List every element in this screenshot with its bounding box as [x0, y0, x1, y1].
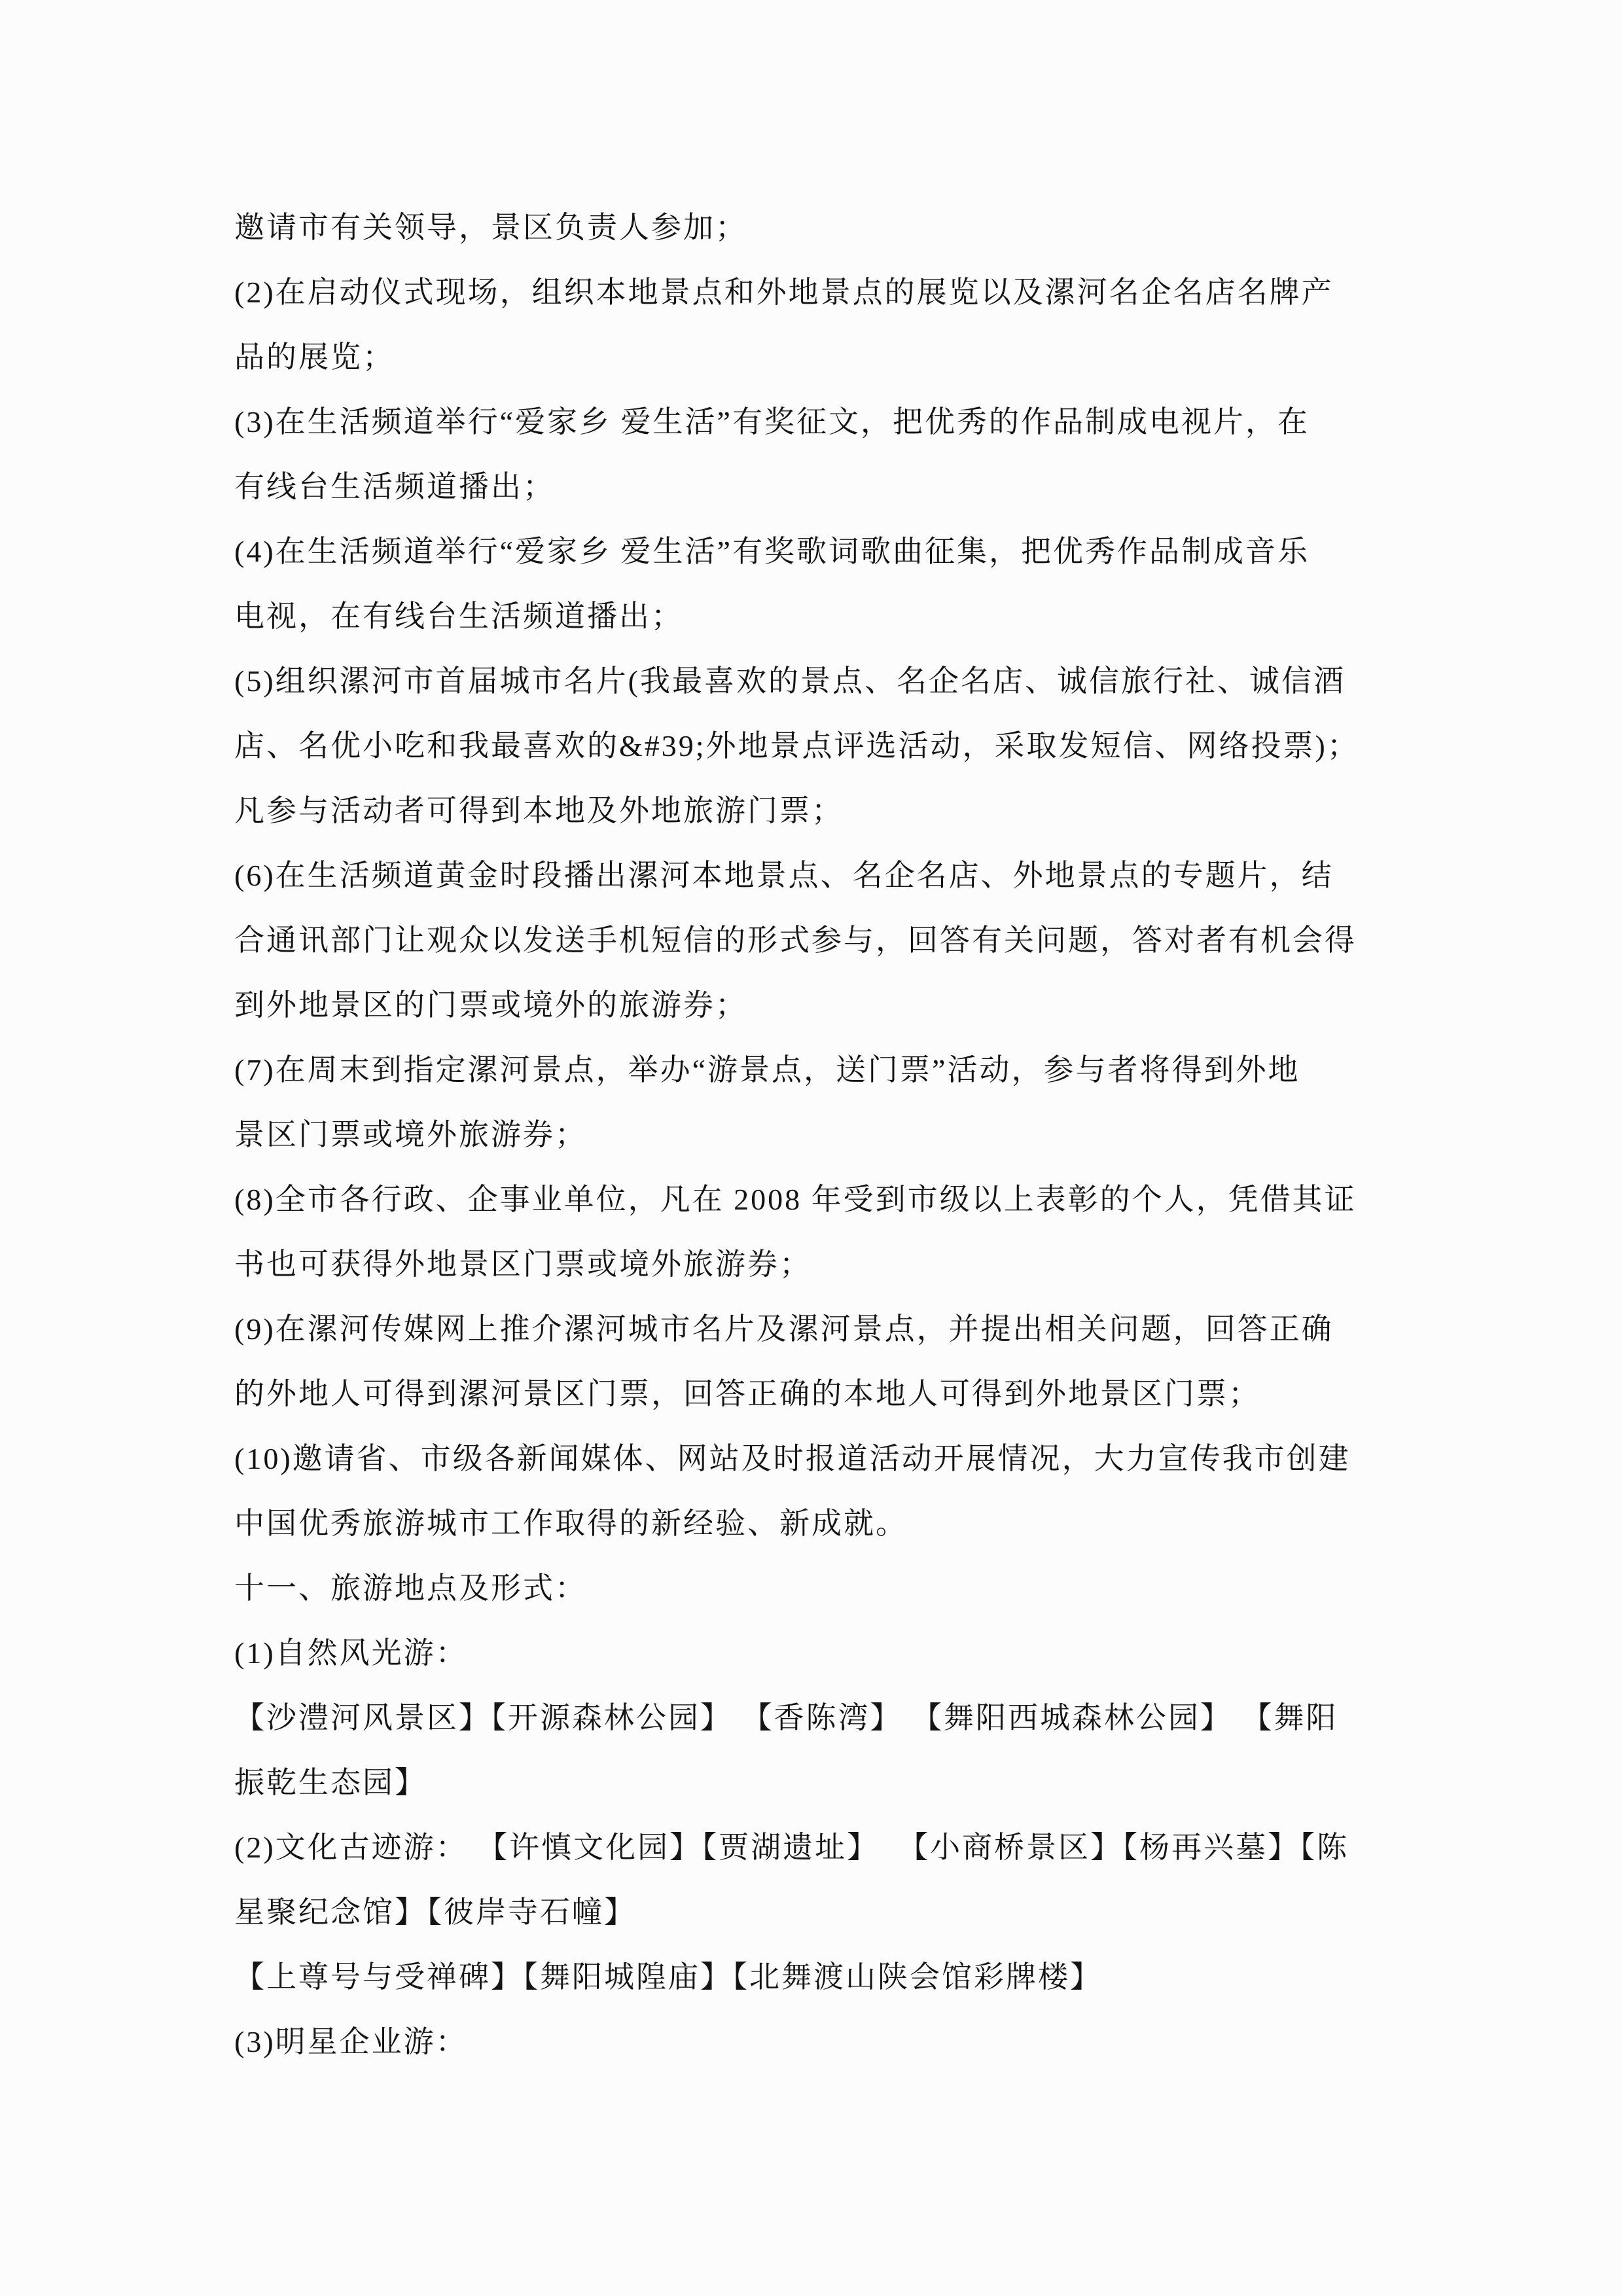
text-line: 店、名优小吃和我最喜欢的&#39;外地景点评选活动，采取发短信、网络投票)；	[234, 729, 1359, 762]
text-line: 景区门票或境外旅游券；	[234, 1118, 587, 1151]
text-line: (2)文化古迹游： 【许慎文化园】【贾湖遗址】 【小商桥景区】【杨再兴墓】【陈	[234, 1831, 1349, 1864]
text-line: 合通讯部门让观众以发送手机短信的形式参与，回答有关问题，答对者有机会得	[234, 924, 1357, 957]
text-line: (3)明星企业游：	[234, 2025, 468, 2058]
text-line: 【沙澧河风景区】【开源森林公园】 【香陈湾】 【舞阳西城森林公园】 【舞阳	[234, 1701, 1338, 1734]
text-line: 有线台生活频道播出；	[234, 470, 555, 503]
text-line: (4)在生活频道举行“爱家乡 爱生活”有奖歌词歌曲征集，把优秀作品制成音乐	[234, 535, 1310, 568]
text-line: 星聚纪念馆】【彼岸寺石幢】	[234, 1895, 636, 1929]
document-text-block	[234, 195, 1386, 2074]
text-line: 到外地景区的门票或境外的旅游券；	[234, 988, 747, 1022]
text-line: 书也可获得外地景区门票或境外旅游券；	[234, 1247, 812, 1281]
text-line: 凡参与活动者可得到本地及外地旅游门票；	[234, 794, 844, 827]
text-line: (8)全市各行政、企事业单位，凡在 2008 年受到市级以上表彰的个人，凭借其证	[234, 1183, 1357, 1216]
text-line: 电视，在有线台生活频道播出；	[234, 600, 683, 633]
text-line: 十一、旅游地点及形式：	[234, 1571, 587, 1605]
text-line: (2)在启动仪式现场，组织本地景点和外地景点的展览以及漯河名企名店名牌产	[234, 276, 1334, 309]
text-line: (7)在周末到指定漯河景点，举办“游景点，送门票”活动，参与者将得到外地	[234, 1053, 1300, 1086]
text-line: 中国优秀旅游城市工作取得的新经验、新成就。	[234, 1507, 908, 1540]
text-line: (9)在漯河传媒网上推介漯河城市名片及漯河景点，并提出相关问题，回答正确	[234, 1312, 1334, 1346]
text-line: (10)邀请省、市级各新闻媒体、网站及时报道活动开展情况，大力宣传我市创建	[234, 1442, 1351, 1475]
text-line: (3)在生活频道举行“爱家乡 爱生活”有奖征文，把优秀的作品制成电视片，在	[234, 405, 1310, 439]
text-line: 【上尊号与受禅碑】【舞阳城隍庙】【北舞渡山陕会馆彩牌楼】	[234, 1960, 1102, 1994]
text-line: 的外地人可得到漯河景区门票，回答正确的本地人可得到外地景区门票；	[234, 1377, 1260, 1410]
text-line: (5)组织漯河市首届城市名片(我最喜欢的景点、名企名店、诚信旅行社、诚信酒	[234, 664, 1346, 698]
text-line: 品的展览；	[234, 340, 395, 374]
text-line: (6)在生活频道黄金时段播出漯河本地景点、名企名店、外地景点的专题片，结	[234, 859, 1334, 892]
text-line: 振乾生态园】	[234, 1766, 427, 1799]
text-line: 邀请市有关领导，景区负责人参加；	[234, 211, 747, 244]
text-line: (1)自然风光游：	[234, 1636, 468, 1670]
